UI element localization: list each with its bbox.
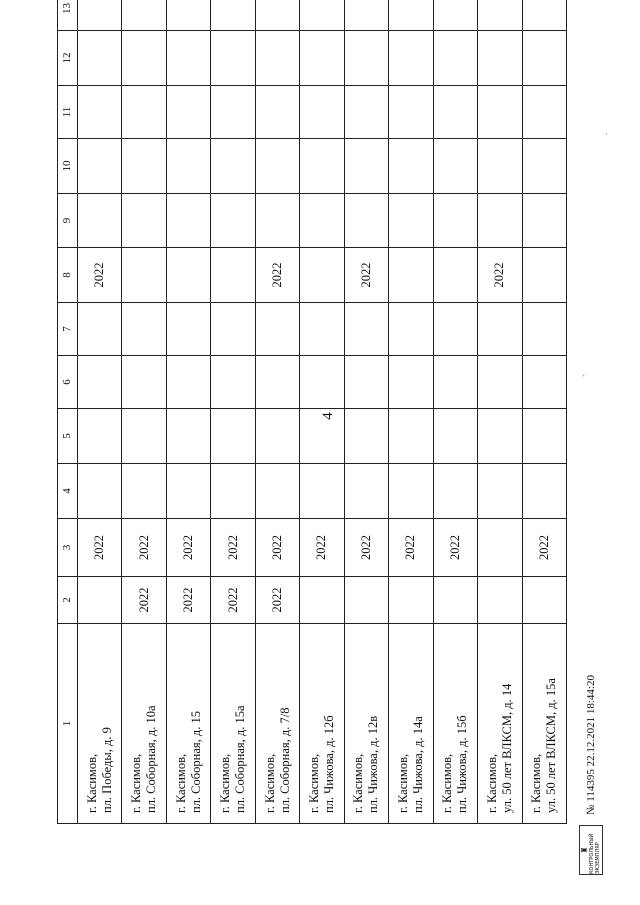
address-cell (166, 624, 210, 824)
table-row (122, 0, 166, 824)
year-cell (433, 303, 477, 356)
year-cell: 2022 (166, 577, 210, 624)
year-cell (478, 577, 522, 624)
year-cell (211, 139, 255, 194)
address-street: пл. Соборная, д. 15 (188, 711, 203, 813)
year-cell (78, 194, 122, 248)
year-cell (211, 194, 255, 248)
year-cell (211, 0, 255, 31)
table-row (300, 0, 344, 824)
year-cell (433, 409, 477, 464)
year-cell (433, 577, 477, 624)
year-cell (122, 86, 166, 139)
table-row (166, 0, 210, 824)
year-cell (344, 0, 388, 31)
year-cell (344, 31, 388, 86)
registry-stamp (579, 825, 603, 875)
year-cell (300, 464, 344, 519)
address-cell (78, 624, 122, 824)
year-cell (522, 0, 566, 31)
year-cell (211, 409, 255, 464)
address-city: г. Касимов, (351, 753, 366, 813)
column-header: 4 (58, 464, 78, 519)
table-row (344, 0, 388, 824)
year-cell (78, 0, 122, 31)
year-cell (122, 303, 166, 356)
address-cell (122, 624, 166, 824)
year-cell (300, 0, 344, 31)
year-cell (389, 31, 433, 86)
address-city: г. Касимов, (395, 753, 410, 813)
year-cell (211, 31, 255, 86)
year-cell (300, 303, 344, 356)
schedule-table (57, 0, 567, 824)
table-row (78, 0, 122, 824)
address-city: г. Касимов, (484, 753, 499, 813)
year-cell (255, 86, 299, 139)
year-cell (166, 31, 210, 86)
address-city: г. Касимов, (306, 753, 321, 813)
year-cell (78, 86, 122, 139)
year-cell (389, 194, 433, 248)
column-header: 11 (58, 86, 78, 139)
year-cell (433, 86, 477, 139)
year-cell: 2022 (122, 577, 166, 624)
year-cell: 2022 (344, 248, 388, 303)
year-cell (122, 31, 166, 86)
year-cell (166, 409, 210, 464)
address-street: пл. Соборная, д. 7/8 (277, 707, 292, 813)
year-cell: 2022 (211, 577, 255, 624)
year-cell (255, 194, 299, 248)
header-row (58, 0, 78, 824)
year-cell (522, 356, 566, 409)
year-cell (211, 86, 255, 139)
year-cell (522, 303, 566, 356)
column-header: 8 (58, 248, 78, 303)
year-cell (255, 139, 299, 194)
year-cell (300, 577, 344, 624)
column-header: 12 (58, 31, 78, 86)
year-cell (522, 248, 566, 303)
year-cell (211, 303, 255, 356)
year-cell (344, 409, 388, 464)
table-row (522, 0, 566, 824)
year-cell (522, 194, 566, 248)
column-header: 13 (58, 0, 78, 31)
address-street: ул. 50 лет ВЛКСМ, д. 14 (499, 683, 514, 813)
year-cell (478, 0, 522, 31)
year-cell (433, 464, 477, 519)
year-cell: 2022 (78, 248, 122, 303)
table-row (255, 0, 299, 824)
year-cell (433, 139, 477, 194)
year-cell (300, 356, 344, 409)
year-cell (344, 464, 388, 519)
year-cell: 2022 (255, 519, 299, 577)
scan-speck: · (605, 130, 608, 139)
year-cell: 2022 (122, 519, 166, 577)
address-city: г. Касимов, (129, 753, 144, 813)
year-cell (211, 464, 255, 519)
year-cell (255, 409, 299, 464)
year-cell (122, 409, 166, 464)
year-cell (166, 0, 210, 31)
year-cell (166, 248, 210, 303)
year-cell (478, 86, 522, 139)
year-cell (433, 194, 477, 248)
column-header: 9 (58, 194, 78, 248)
table-row (433, 0, 477, 824)
year-cell: 2022 (300, 519, 344, 577)
address-cell (478, 624, 522, 824)
year-cell: 2022 (522, 519, 566, 577)
column-header: 5 (58, 409, 78, 464)
column-header: 3 (58, 519, 78, 577)
address-street: пл. Чижова, д. 14а (410, 716, 425, 813)
year-cell (78, 464, 122, 519)
year-cell (166, 303, 210, 356)
column-header: 10 (58, 139, 78, 194)
year-cell (300, 194, 344, 248)
year-cell (122, 356, 166, 409)
year-cell (344, 356, 388, 409)
year-cell: 2022 (211, 519, 255, 577)
year-cell (478, 139, 522, 194)
year-cell (78, 303, 122, 356)
column-header: 1 (58, 624, 78, 824)
year-cell: 2022 (78, 519, 122, 577)
year-cell (433, 248, 477, 303)
address-street: пл. Чижова, д. 15б (455, 715, 470, 813)
address-cell (344, 624, 388, 824)
stamp-text: КОНТРОЛЬНЫЙ ЭКЗЕМПЛЯР (589, 833, 601, 874)
year-cell (166, 194, 210, 248)
year-cell (122, 0, 166, 31)
year-cell (522, 86, 566, 139)
year-cell (478, 194, 522, 248)
year-cell (166, 86, 210, 139)
year-cell: 2022 (255, 248, 299, 303)
year-cell (478, 519, 522, 577)
address-city: г. Касимов, (262, 753, 277, 813)
year-cell (522, 31, 566, 86)
year-cell (478, 303, 522, 356)
year-cell (122, 194, 166, 248)
address-cell (300, 624, 344, 824)
year-cell (255, 356, 299, 409)
address-cell (389, 624, 433, 824)
address-cell (255, 624, 299, 824)
address-city: г. Касимов, (218, 753, 233, 813)
year-cell (78, 577, 122, 624)
table-row (211, 0, 255, 824)
year-cell (344, 194, 388, 248)
year-cell (300, 248, 344, 303)
year-cell (255, 31, 299, 86)
year-cell (522, 409, 566, 464)
table-row (389, 0, 433, 824)
address-cell (211, 624, 255, 824)
year-cell (389, 139, 433, 194)
year-cell (255, 464, 299, 519)
scan-speck: ′ (583, 373, 585, 382)
year-cell (389, 86, 433, 139)
year-cell (433, 0, 477, 31)
year-cell (389, 577, 433, 624)
registration-number: № 114395 22.12.2021 18:44:20 (585, 675, 597, 815)
address-cell (522, 624, 566, 824)
year-cell (389, 464, 433, 519)
year-cell (255, 0, 299, 31)
year-cell (478, 31, 522, 86)
year-cell: 2022 (344, 519, 388, 577)
year-cell (255, 303, 299, 356)
year-cell (389, 248, 433, 303)
year-cell (433, 31, 477, 86)
year-cell (166, 139, 210, 194)
address-cell (433, 624, 477, 824)
year-cell (78, 31, 122, 86)
year-cell (211, 356, 255, 409)
year-cell (389, 303, 433, 356)
address-city: г. Касимов, (84, 753, 99, 813)
year-cell (389, 409, 433, 464)
year-cell (78, 356, 122, 409)
address-street: пл. Соборная, д. 15а (233, 705, 248, 813)
emblem-icon: ♜ (580, 846, 589, 854)
address-street: пл. Соборная, д. 10а (144, 705, 159, 813)
year-cell (122, 248, 166, 303)
year-cell (478, 464, 522, 519)
column-header: 7 (58, 303, 78, 356)
year-cell (478, 356, 522, 409)
year-cell (166, 464, 210, 519)
table-row (478, 0, 522, 824)
year-cell (300, 86, 344, 139)
year-cell (122, 139, 166, 194)
year-cell (78, 409, 122, 464)
address-street: ул. 50 лет ВЛКСМ, д. 15а (544, 678, 559, 813)
year-cell (122, 464, 166, 519)
year-cell (300, 409, 344, 464)
year-cell (389, 356, 433, 409)
address-street: пл. Чижова, д. 12в (366, 715, 381, 813)
year-cell (522, 464, 566, 519)
year-cell (344, 86, 388, 139)
year-cell (344, 577, 388, 624)
address-city: г. Касимов, (440, 753, 455, 813)
year-cell (522, 577, 566, 624)
address-street: пл. Чижова, д. 12б (321, 715, 336, 813)
year-cell (300, 139, 344, 194)
year-cell (478, 409, 522, 464)
year-cell (522, 139, 566, 194)
year-cell (344, 139, 388, 194)
year-cell: 2022 (478, 248, 522, 303)
year-cell (433, 356, 477, 409)
year-cell (78, 139, 122, 194)
year-cell: 2022 (166, 519, 210, 577)
year-cell (211, 248, 255, 303)
schedule-table-container (57, 3, 567, 824)
page-number: 4 (320, 412, 336, 420)
address-city: г. Касимов, (529, 753, 544, 813)
year-cell (166, 356, 210, 409)
column-header: 2 (58, 577, 78, 624)
year-cell: 2022 (389, 519, 433, 577)
address-street: пл. Победы, д. 9 (99, 727, 114, 813)
year-cell: 2022 (255, 577, 299, 624)
footer (576, 575, 606, 875)
year-cell (300, 31, 344, 86)
year-cell (344, 303, 388, 356)
year-cell (389, 0, 433, 31)
column-header: 6 (58, 356, 78, 409)
year-cell: 2022 (433, 519, 477, 577)
address-city: г. Касимов, (173, 753, 188, 813)
